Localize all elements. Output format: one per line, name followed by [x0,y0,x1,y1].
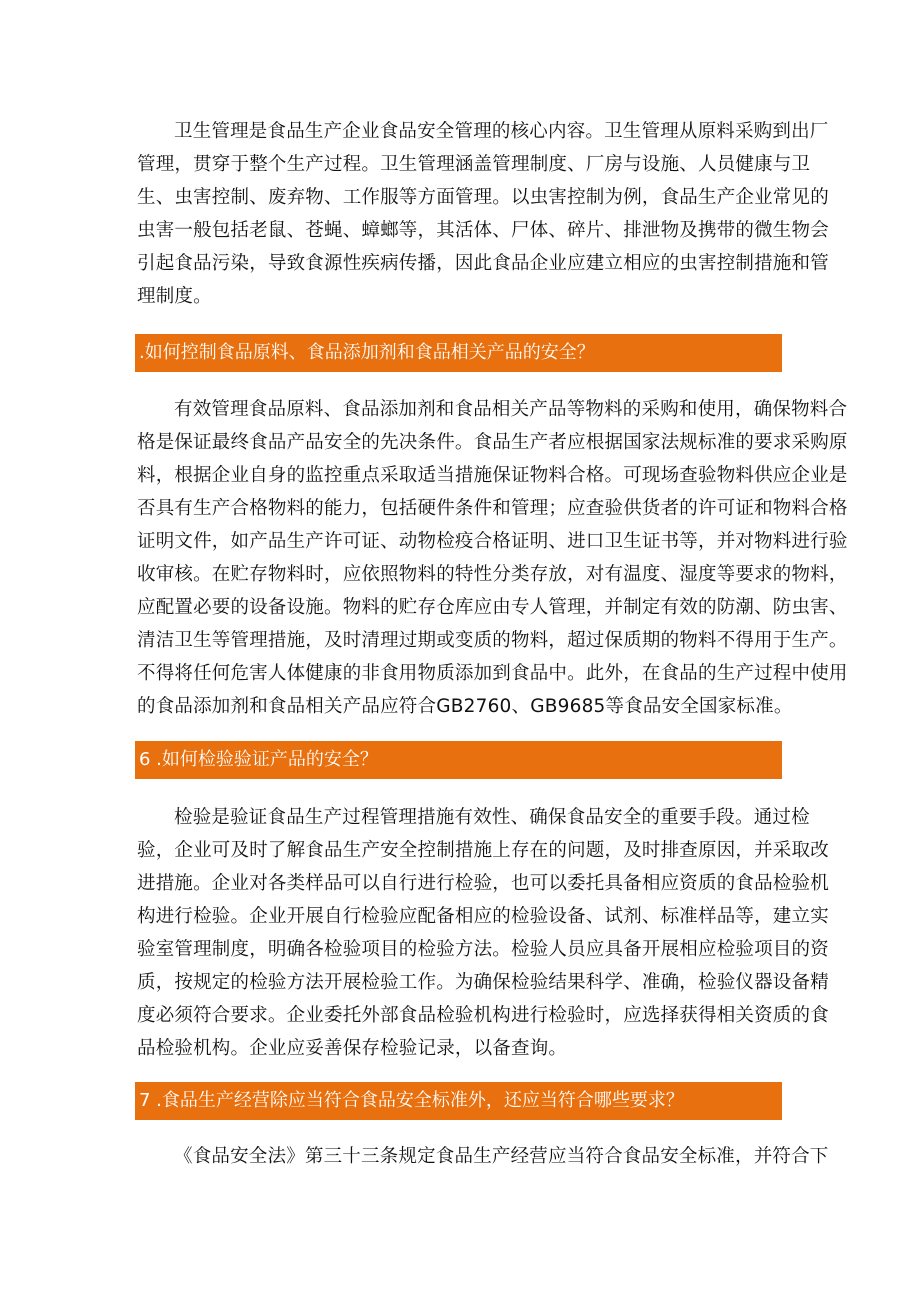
section-heading-raw-materials: .如何控制食品原料、食品添加剂和食品相关产品的安全？ [135,334,782,372]
text-line: 有效管理食品原料、食品添加剂和食品相关产品等物料的采购和使用，确保物料合 [174,399,848,420]
text-line: 收审核。在贮存物料时，应依照物料的特性分类存放，对有温度、湿度等要求的物料， [137,564,848,585]
text-line: 进措施。企业对各类样品可以自行进行检验，也可以委托具备相应资质的食品检验机 [137,873,829,894]
text-line: 验室管理制度，明确各检验项目的检验方法。检验人员应具备开展相应检验项目的资 [137,939,829,960]
paragraph-raw-materials [137,393,848,723]
text-line: 证明文件，如产品生产许可证、动物检疫合格证明、进口卫生证书等，并对物料进行验 [137,531,848,552]
text-line: 应配置必要的设备设施。物料的贮存仓库应由专人管理，并制定有效的防潮、防虫害、 [137,597,848,618]
text-line: 引起食品污染，导致食源性疾病传播，因此食品企业应建立相应的虫害控制措施和管 [137,253,829,274]
text-line: 质，按规定的检验方法开展检验工作。为确保检验结果科学、准确，检验仪器设备精 [137,972,829,993]
text-line: 度必须符合要求。企业委托外部食品检验机构进行检验时，应选择获得相关资质的食 [137,1005,829,1026]
text-line: 虫害一般包括老鼠、苍蝇、蟑螂等，其活体、尸体、碎片、排泄物及携带的微生物会 [137,220,829,241]
text-line: 生、虫害控制、废弃物、工作服等方面管理。以虫害控制为例，食品生产企业常见的 [137,187,829,208]
paragraph-food-safety-law [137,1140,829,1173]
text-line: 清洁卫生等管理措施，及时清理过期或变质的物料，超过保质期的物料不得用于生产。 [137,630,848,651]
text-line: 料，根据企业自身的监控重点采取适当措施保证物料合格。可现场查验物料供应企业是 [137,465,848,486]
paragraph-hygiene [137,115,829,313]
text-line: 检验是验证食品生产过程管理措施有效性、确保食品安全的重要手段。通过检 [174,807,810,828]
text-line: 理制度。 [137,286,212,307]
paragraph-inspection [137,801,829,1065]
text-line: 构进行检验。企业开展自行检验应配备相应的检验设备、试剂、标准样品等，建立实 [137,906,829,927]
text-line: 格是保证最终食品产品安全的先决条件。食品生产者应根据国家法规标准的要求采购原 [137,432,848,453]
text-line: 品检验机构。企业应妥善保存检验记录，以备查询。 [137,1038,568,1059]
text-line: 卫生管理是食品生产企业食品安全管理的核心内容。卫生管理从原料采购到出厂 [174,121,829,142]
text-line: 不得将任何危害人体健康的非食用物质添加到食品中。此外，在食品的生产过程中使用 [137,663,848,684]
section-heading-requirements: 7 .食品生产经营除应当符合食品安全标准外，还应当符合哪些要求？ [135,1082,782,1120]
section-heading-inspection: 6 .如何检验验证产品的安全？ [135,741,782,779]
text-line: 验，企业可及时了解食品生产安全控制措施上存在的问题，及时排查原因，并采取改 [137,840,829,861]
text-line: 管理，贯穿于整个生产过程。卫生管理涵盖管理制度、厂房与设施、人员健康与卫 [137,154,811,175]
text-line: 否具有生产合格物料的能力，包括硬件条件和管理；应查验供货者的许可证和物料合格 [137,498,848,519]
text-line: 《食品安全法》第三十三条规定食品生产经营应当符合食品安全标准，并符合下 [174,1146,829,1167]
text-line: 的食品添加剂和食品相关产品应符合GB2760、GB9685等食品安全国家标准。 [137,696,793,717]
